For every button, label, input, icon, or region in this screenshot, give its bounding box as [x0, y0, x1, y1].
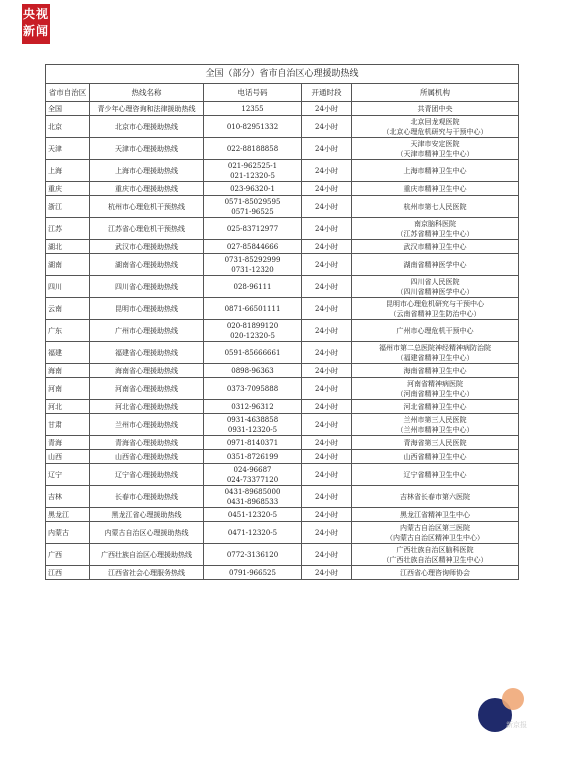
cell-phone: 0931-4638858 0931-12320-5	[204, 414, 302, 436]
cell-hours: 24小时	[302, 508, 352, 522]
cell-region: 福建	[46, 342, 90, 364]
table-row	[46, 320, 519, 342]
cell-region: 辽宁	[46, 464, 90, 486]
cell-organization: 山西省精神卫生中心	[352, 450, 519, 464]
cell-region: 重庆	[46, 182, 90, 196]
cell-organization: 青海省第三人民医院	[352, 436, 519, 450]
cell-hours: 24小时	[302, 182, 352, 196]
cell-organization: 河南省精神病医院 （河南省精神卫生中心）	[352, 378, 519, 400]
cell-region: 四川	[46, 276, 90, 298]
cell-phone: 022-88188858	[204, 138, 302, 160]
cell-organization: 江西省心理咨询师协会	[352, 566, 519, 580]
cell-hours: 24小时	[302, 378, 352, 400]
cell-region: 甘肃	[46, 414, 90, 436]
cell-hotline-name: 黑龙江省心理援助热线	[90, 508, 204, 522]
cell-phone: 0431-89685000 0431-8968533	[204, 486, 302, 508]
cell-phone: 12355	[204, 102, 302, 116]
table-row	[46, 364, 519, 378]
cell-hours: 24小时	[302, 160, 352, 182]
cell-organization: 兰州市第三人民医院 （兰州市精神卫生中心）	[352, 414, 519, 436]
cell-phone: 0351-8726199	[204, 450, 302, 464]
table-row	[46, 182, 519, 196]
cell-phone: 028-96111	[204, 276, 302, 298]
table-row	[46, 276, 519, 298]
cell-region: 吉林	[46, 486, 90, 508]
cell-phone: 0571-85029595 0571-96525	[204, 196, 302, 218]
cell-hours: 24小时	[302, 522, 352, 544]
cell-organization: 河北省精神卫生中心	[352, 400, 519, 414]
cell-phone: 020-81899120 020-12320-5	[204, 320, 302, 342]
column-header: 所属机构	[352, 84, 519, 102]
cell-hotline-name: 湖南省心理援助热线	[90, 254, 204, 276]
table-row	[46, 522, 519, 544]
cell-hotline-name: 青海省心理援助热线	[90, 436, 204, 450]
cell-phone: 0591-85666661	[204, 342, 302, 364]
table-row	[46, 240, 519, 254]
cell-organization: 广州市心理危机干预中心	[352, 320, 519, 342]
cell-organization: 杭州市第七人民医院	[352, 196, 519, 218]
table-row	[46, 378, 519, 400]
cell-organization: 海南省精神卫生中心	[352, 364, 519, 378]
table-row	[46, 298, 519, 320]
cell-region: 天津	[46, 138, 90, 160]
column-header: 省市自治区	[46, 84, 90, 102]
cell-organization: 共青团中央	[352, 102, 519, 116]
cell-hours: 24小时	[302, 196, 352, 218]
cell-region: 北京	[46, 116, 90, 138]
cell-organization: 南京脑科医院 （江苏省精神卫生中心）	[352, 218, 519, 240]
column-header: 电话号码	[204, 84, 302, 102]
cell-region: 海南	[46, 364, 90, 378]
cell-phone: 0791-966525	[204, 566, 302, 580]
cell-region: 河南	[46, 378, 90, 400]
cell-phone: 027-85844666	[204, 240, 302, 254]
table-row	[46, 138, 519, 160]
cell-hours: 24小时	[302, 102, 352, 116]
cell-organization: 吉林省长春市第六医院	[352, 486, 519, 508]
table-row	[46, 196, 519, 218]
cell-hours: 24小时	[302, 342, 352, 364]
cell-hotline-name: 杭州市心理危机干预热线	[90, 196, 204, 218]
cell-organization: 福州市第二总医院神经精神病防治院 （福建省精神卫生中心）	[352, 342, 519, 364]
cell-phone: 021-962525-1 021-12320-5	[204, 160, 302, 182]
cell-phone: 0451-12320-5	[204, 508, 302, 522]
cell-hours: 24小时	[302, 116, 352, 138]
cell-region: 广西	[46, 544, 90, 566]
cell-organization: 广西壮族自治区脑科医院 （广西壮族自治区精神卫生中心）	[352, 544, 519, 566]
cell-organization: 四川省人民医院 （四川省精神医学中心）	[352, 276, 519, 298]
cell-organization: 内蒙古自治区第三医院 （内蒙古自治区精神卫生中心）	[352, 522, 519, 544]
cell-phone: 010-82951332	[204, 116, 302, 138]
cctv-news-logo	[22, 4, 50, 44]
cell-hours: 24小时	[302, 464, 352, 486]
cell-hours: 24小时	[302, 566, 352, 580]
cell-hours: 24小时	[302, 276, 352, 298]
cell-region: 广东	[46, 320, 90, 342]
table-row	[46, 254, 519, 276]
cell-phone: 024-96687 024-73377120	[204, 464, 302, 486]
cell-region: 全国	[46, 102, 90, 116]
table-title: 全国（部分）省市自治区心理援助热线	[46, 65, 519, 84]
cell-hotline-name: 山西省心理援助热线	[90, 450, 204, 464]
cell-hotline-name: 内蒙古自治区心理援助热线	[90, 522, 204, 544]
cell-region: 青海	[46, 436, 90, 450]
cell-hotline-name: 北京市心理援助热线	[90, 116, 204, 138]
cell-organization: 重庆市精神卫生中心	[352, 182, 519, 196]
table-row	[46, 464, 519, 486]
cell-hotline-name: 武汉市心理援助热线	[90, 240, 204, 254]
cell-hours: 24小时	[302, 138, 352, 160]
cell-phone: 025-83712977	[204, 218, 302, 240]
cell-region: 黑龙江	[46, 508, 90, 522]
cell-hours: 24小时	[302, 544, 352, 566]
table-row	[46, 160, 519, 182]
cell-hotline-name: 海南省心理援助热线	[90, 364, 204, 378]
cell-organization: 辽宁省精神卫生中心	[352, 464, 519, 486]
cell-hours: 24小时	[302, 364, 352, 378]
cell-region: 江苏	[46, 218, 90, 240]
cell-phone: 0731-85292999 0731-12320	[204, 254, 302, 276]
logo-line1: 央视	[22, 7, 49, 21]
cell-phone: 0471-12320-5	[204, 522, 302, 544]
cell-hotline-name: 河北省心理援助热线	[90, 400, 204, 414]
logo-line2: 新闻	[22, 24, 49, 38]
cell-hours: 24小时	[302, 218, 352, 240]
cell-hotline-name: 江西省社会心理服务热线	[90, 566, 204, 580]
cell-hours: 24小时	[302, 254, 352, 276]
cell-region: 河北	[46, 400, 90, 414]
hotline-table	[45, 64, 519, 580]
table-row	[46, 342, 519, 364]
cell-organization: 湖南省精神医学中心	[352, 254, 519, 276]
table-row	[46, 218, 519, 240]
cell-hotline-name: 辽宁省心理援助热线	[90, 464, 204, 486]
cell-hotline-name: 福建省心理援助热线	[90, 342, 204, 364]
cell-organization: 天津市安定医院 （天津市精神卫生中心）	[352, 138, 519, 160]
cell-phone: 0373-7095888	[204, 378, 302, 400]
cell-hours: 24小时	[302, 436, 352, 450]
cell-organization: 黑龙江省精神卫生中心	[352, 508, 519, 522]
cell-hotline-name: 广州市心理援助热线	[90, 320, 204, 342]
table-row	[46, 486, 519, 508]
cell-region: 山西	[46, 450, 90, 464]
cell-region: 湖南	[46, 254, 90, 276]
cell-hotline-name: 长春市心理援助热线	[90, 486, 204, 508]
watermark-logo	[478, 688, 538, 736]
cell-organization: 北京回龙观医院 （北京心理危机研究与干预中心）	[352, 116, 519, 138]
cell-hotline-name: 上海市心理援助热线	[90, 160, 204, 182]
cell-phone: 0312-96312	[204, 400, 302, 414]
cell-phone: 023-96320-1	[204, 182, 302, 196]
column-header: 开通时段	[302, 84, 352, 102]
table-row	[46, 102, 519, 116]
cell-phone: 0772-3136120	[204, 544, 302, 566]
cell-phone: 0898-96363	[204, 364, 302, 378]
cell-hours: 24小时	[302, 298, 352, 320]
cell-region: 浙江	[46, 196, 90, 218]
cell-phone: 0871-66501111	[204, 298, 302, 320]
cell-hours: 24小时	[302, 486, 352, 508]
table-row	[46, 116, 519, 138]
cell-hotline-name: 河南省心理援助热线	[90, 378, 204, 400]
table-row	[46, 508, 519, 522]
cell-region: 江西	[46, 566, 90, 580]
cell-hotline-name: 四川省心理援助热线	[90, 276, 204, 298]
cell-organization: 武汉市精神卫生中心	[352, 240, 519, 254]
table-row	[46, 450, 519, 464]
watermark-circle-light	[502, 688, 524, 710]
cell-region: 湖北	[46, 240, 90, 254]
cell-region: 内蒙古	[46, 522, 90, 544]
table-row	[46, 400, 519, 414]
watermark-text: 新京报	[506, 721, 527, 729]
cell-hours: 24小时	[302, 240, 352, 254]
cell-hotline-name: 昆明市心理援助热线	[90, 298, 204, 320]
cell-hotline-name: 江苏省心理危机干预热线	[90, 218, 204, 240]
column-header: 热线名称	[90, 84, 204, 102]
cell-hours: 24小时	[302, 400, 352, 414]
table-row	[46, 566, 519, 580]
table-row	[46, 436, 519, 450]
cell-region: 云南	[46, 298, 90, 320]
cell-organization: 上海市精神卫生中心	[352, 160, 519, 182]
cell-hours: 24小时	[302, 320, 352, 342]
cell-hotline-name: 兰州市心理援助热线	[90, 414, 204, 436]
table-row	[46, 414, 519, 436]
cell-hotline-name: 天津市心理援助热线	[90, 138, 204, 160]
cell-organization: 昆明市心理危机研究与干预中心 （云南省精神卫生防治中心）	[352, 298, 519, 320]
cell-hotline-name: 青少年心理咨询和法律援助热线	[90, 102, 204, 116]
cell-hours: 24小时	[302, 414, 352, 436]
table-row	[46, 544, 519, 566]
cell-region: 上海	[46, 160, 90, 182]
cell-hotline-name: 重庆市心理援助热线	[90, 182, 204, 196]
cell-phone: 0971-8140371	[204, 436, 302, 450]
cell-hours: 24小时	[302, 450, 352, 464]
cell-hotline-name: 广西壮族自治区心理援助热线	[90, 544, 204, 566]
